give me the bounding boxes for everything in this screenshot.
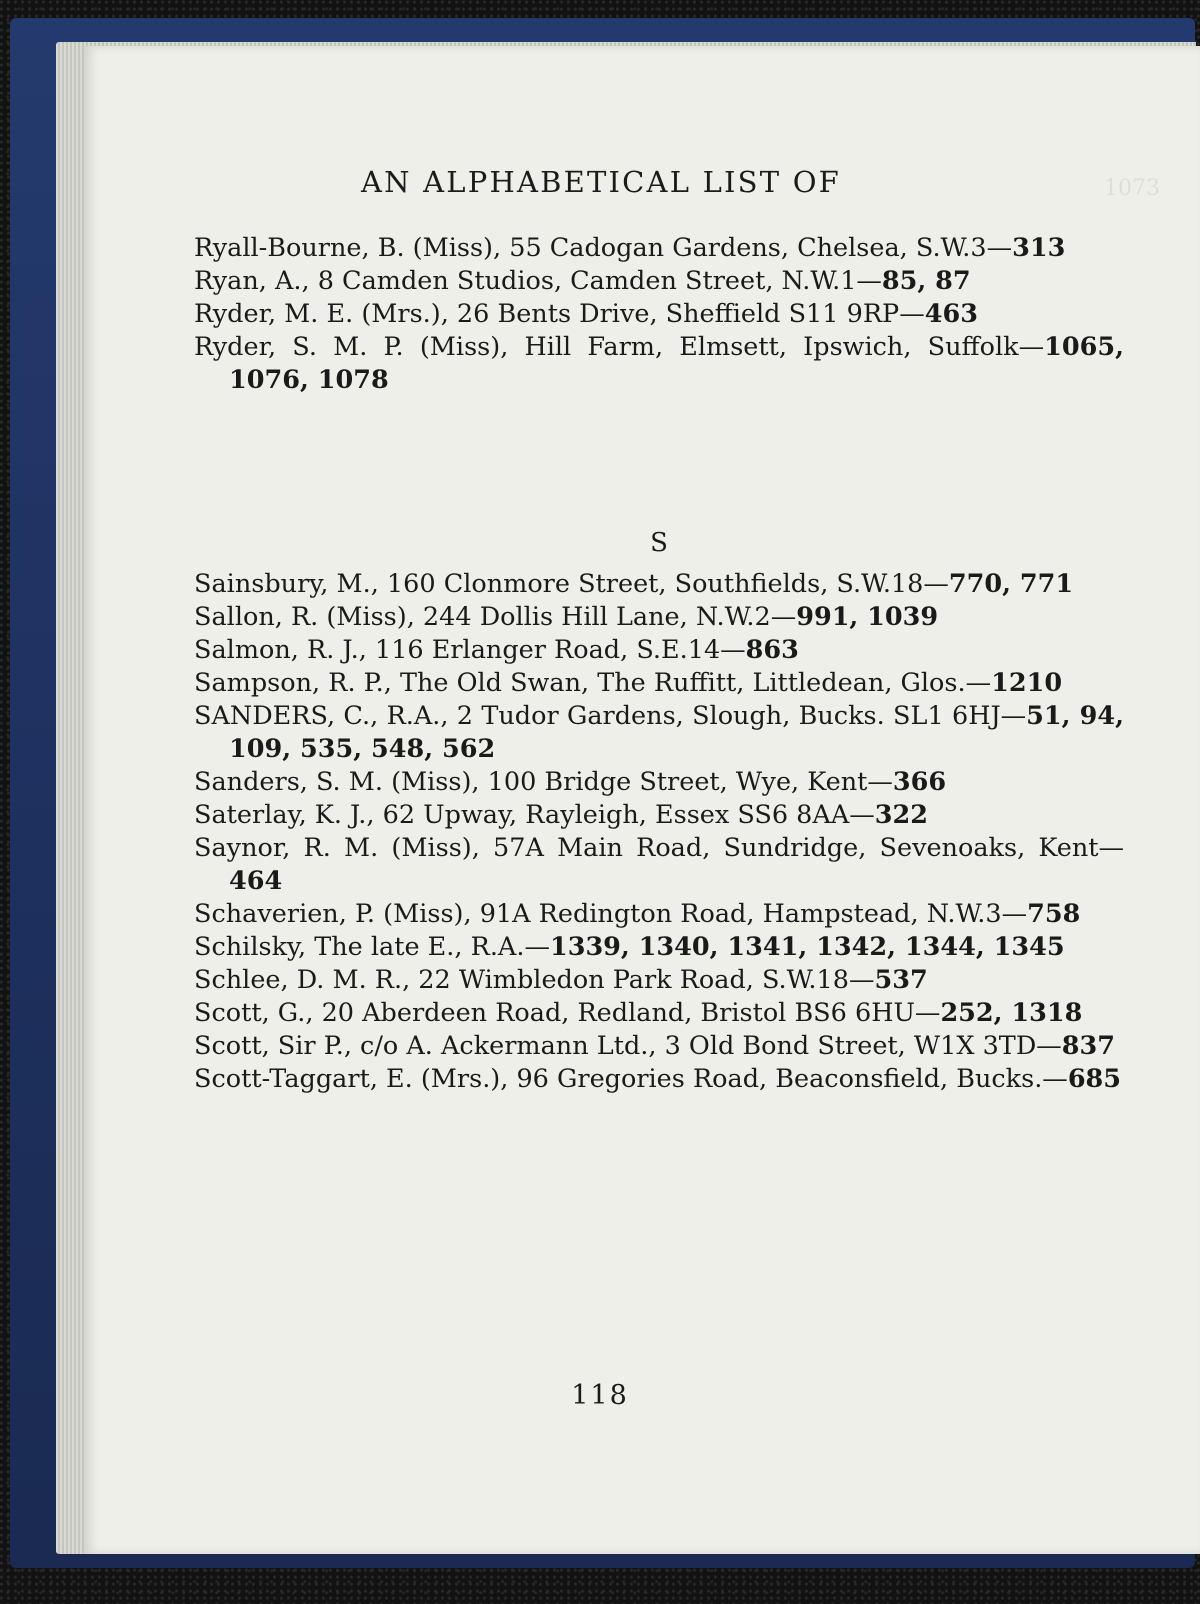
list-item: Ryder, M. E. (Mrs.), 26 Bents Drive, Sheffield S11 9RP—463	[194, 299, 978, 329]
page-number: 118	[571, 1380, 629, 1411]
entry-list	[194, 232, 1124, 1096]
list-item: Sainsbury, M., 160 Clonmore Street, Southfields, S.W.18—770, 771	[194, 569, 1074, 599]
list-item: Scott-Taggart, E. (Mrs.), 96 Gregories Road, Beaconsfield, Bucks.—685	[194, 1064, 1122, 1094]
section-letter: S	[650, 528, 668, 558]
list-item: Sampson, R. P., The Old Swan, The Ruffitt, Littledean, Glos.—1210	[194, 668, 1063, 698]
list-item: Salmon, R. J., 116 Erlanger Road, S.E.14—863	[194, 635, 799, 665]
list-item: Ryder, S. M. P. (Miss), Hill Farm, Elmsett, Ipswich, Suffolk—1065, 1076, 1078	[194, 332, 1124, 395]
list-item: Saterlay, K. J., 62 Upway, Rayleigh, Essex SS6 8AA—322	[194, 800, 928, 830]
list-item: Schilsky, The late E., R.A.—1339, 1340, 1341, 1342, 1344, 1345	[194, 932, 1065, 962]
list-item: Scott, G., 20 Aberdeen Road, Redland, Bristol BS6 6HU—252, 1318	[194, 998, 1083, 1028]
bleed-through-text: 1073	[1104, 176, 1160, 201]
list-item: SANDERS, C., R.A., 2 Tudor Gardens, Slough, Bucks. SL1 6HJ—51, 94, 109, 535, 548, 562	[194, 701, 1124, 764]
list-item: Ryall-Bourne, B. (Miss), 55 Cadogan Gardens, Chelsea, S.W.3—313	[194, 233, 1066, 263]
list-item: Ryan, A., 8 Camden Studios, Camden Street, N.W.1—85, 87	[194, 266, 971, 296]
list-item: Scott, Sir P., c/o A. Ackermann Ltd., 3 Old Bond Street, W1X 3TD—837	[194, 1031, 1115, 1061]
list-item: Sallon, R. (Miss), 244 Dollis Hill Lane, N.W.2—991, 1039	[194, 602, 939, 632]
list-item: Schlee, D. M. R., 22 Wimbledon Park Road, S.W.18—537	[194, 965, 928, 995]
list-item: Schaverien, P. (Miss), 91A Redington Road, Hampstead, N.W.3—758	[194, 899, 1081, 929]
list-item: Saynor, R. M. (Miss), 57A Main Road, Sundridge, Sevenoaks, Kent—464	[194, 833, 1124, 896]
page-header: AN ALPHABETICAL LIST OF	[361, 165, 842, 199]
list-item: Sanders, S. M. (Miss), 100 Bridge Street, Wye, Kent—366	[194, 767, 947, 797]
